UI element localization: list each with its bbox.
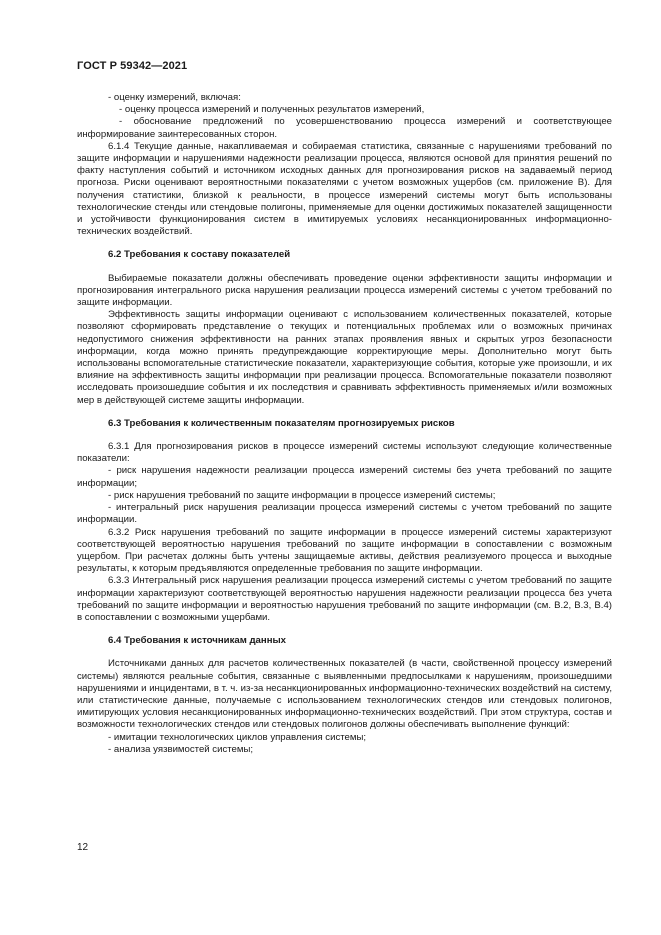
section-heading-6-2: 6.2 Требования к составу показателей [108, 249, 291, 261]
paragraph: Выбираемые показатели должны обеспечивать проведение оценки эффективности защиты информации и прогнозирования интегрального риска нарушения реализации процесса измерений системы с учетом требований по защите информации. [77, 272, 612, 309]
list-item: - анализа уязвимостей системы; [108, 743, 254, 755]
paragraph: - обоснование предложений по усовершенствованию процесса измерений и соответствующее информирование заинтересованных сторон. [77, 116, 612, 140]
list-item: - интегральный риск нарушения реализации процесса измерений системы с учетом требований по защите информации. [77, 502, 612, 526]
paragraph: - оценку процесса измерений и полученных результатов измерений, [119, 104, 425, 116]
list-item: - риск нарушения надежности реализации процесса измерений системы без учета требований по защите информации; [77, 465, 612, 489]
standard-header: ГОСТ Р 59342—2021 [77, 60, 188, 72]
paragraph: Источниками данных для расчетов количественных показателей (в части, свойственной процессу измерений системы) являются реальные события, связанные с выявленными предпосылками к нарушениям, произошедшими нарушениями и инцидентами, в т. ч. из-за несанкционированных информационно-технических воздействий на систему, или статистические данные, получаемые с использованием технологических стендов или стендовых полигонов, имитирующих условия несанкционированных информационно-технических воздействий. При этом структура, состав и возможности технологических стендов или стендовых полигонов должны обеспечивать выполнение функций: [77, 658, 612, 731]
list-item: - имитации технологических циклов управления системы; [108, 731, 367, 743]
section-heading-6-4: 6.4 Требования к источникам данных [108, 635, 287, 647]
paragraph: 6.3.2 Риск нарушения требований по защите информации в процессе измерений системы характеризуют соответствующей вероятностью нарушения требований по защите информации в сопоставлении с возможным ущербом. При расчетах должны быть учтены защищаемые активы, действия реализуемого процесса и выходные результаты, к которым предъявляются определенные требования по защите информации. [77, 526, 612, 575]
paragraph: Эффективность защиты информации оценивают с использованием количественных показателей, которые позволяют сформировать представление о текущих и потенциальных проблемах или о возможных причинах недопустимого снижения эффективности на ранних этапах проявления явных и скрытых угроз безопасности информации, когда можно принять предупреждающие корректирующие меры. Дополнительно могут быть использованы вспомогательные статистические показатели, характеризующие события, которые уже произошли, и их влияние на эффективность защиты информации при реализации процесса. Вспомогательные показатели позволяют исследовать произошедшие события и их последствия и сравнивать эффективность применяемых и/или возможных мер в действующей системе защиты информации. [77, 309, 612, 406]
document-body [77, 92, 612, 756]
paragraph: 6.3.1 Для прогнозирования рисков в процессе измерений системы используют следующие количественные показатели: [77, 441, 612, 465]
section-heading-6-3: 6.3 Требования к количественным показателям прогнозируемых рисков [108, 417, 455, 429]
list-item: - риск нарушения требований по защите информации в процессе измерений системы; [108, 489, 496, 501]
paragraph: 6.3.3 Интегральный риск нарушения реализации процесса измерений системы с учетом требований по защите информации характеризуют соответствующей вероятностью нарушения надежности реализации процесса без учета требований по защите информации и вероятностью нарушения требований по защите информации (см. В.2, В.3, В.4) в сопоставлении с возможными ущербами. [77, 575, 612, 623]
paragraph: - оценку измерений, включая: [108, 92, 241, 103]
paragraph: 6.1.4 Текущие данные, накапливаемая и собираемая статистика, связанные с нарушениями требований по защите информации и нарушениями надежности реализации процесса, являются основой для принятия решений по факту наступления событий и источником исходных данных для прогнозирования рисков на задаваемый период прогноза. Риски оценивают вероятностными показателями с учетом возможных ущербов (см. приложение В). Для получения статистики, близкой к реальности, в процессе измерений системы могут быть использованы технологические стенды или стендовые полигоны, применяемые для оценки достижимых показателей защищенности и устойчивости функционирования систем в имитируемых условиях несанкционированных информационно-технических воздействий. [77, 140, 612, 238]
page-number: 12 [77, 842, 89, 853]
